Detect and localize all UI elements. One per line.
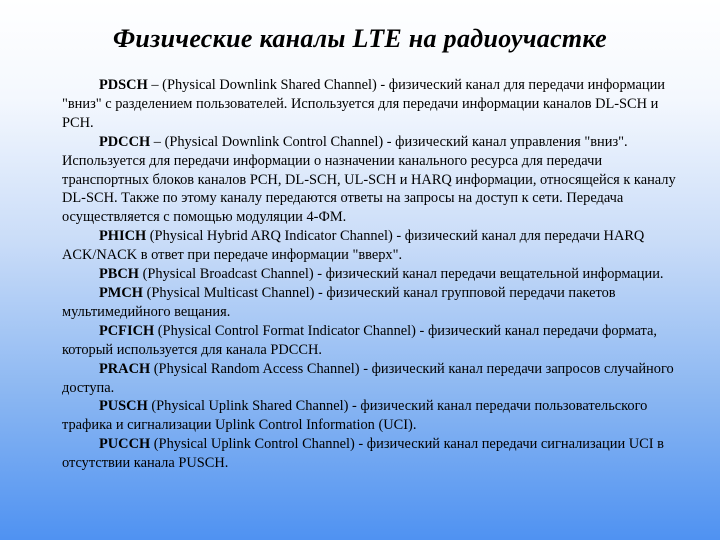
term-pdcch: PDCCH — [99, 133, 151, 150]
description-pdsch: – (Physical Downlink Shared Channel) - физический канал для передачи информации "вниз" с разделением пользователей. Используется для передачи информации каналов DL-SCH и PCH. — [62, 77, 665, 131]
description-pdcch: – (Physical Downlink Control Channel) - физический канал управления "вниз". Используется для передачи информации о назначении канального ресурса для передачи транспортных блоков каналов PCH, DL-SCH, UL-SCH и HARQ информации, относящейся к каналу DL-SCH. Также по этому каналу передаются ответы на запросы на доступ к сети. Передача осуществляется с помощью модуляции 4-ФМ. — [62, 133, 676, 226]
description-pbch: (Physical Broadcast Channel) - физический канал передачи вещательной информации. — [138, 266, 664, 283]
paragraph-pusch — [62, 397, 676, 435]
term-prach: PRACH — [99, 360, 151, 377]
description-pusch: (Physical Uplink Shared Channel) - физический канал передачи пользовательского трафика и сигнализации Uplink Control Information (UCI). — [62, 398, 648, 434]
term-pusch: PUSCH — [99, 398, 148, 415]
term-phich: PHICH — [99, 228, 147, 245]
slide-body — [62, 76, 676, 473]
paragraph-pdcch — [62, 133, 676, 228]
slide-title: Физические каналы LTE на радиоучастке — [113, 24, 607, 53]
paragraph-pmch — [62, 284, 676, 322]
paragraph-pdsch — [62, 76, 676, 133]
description-pmch: (Physical Multicast Channel) - физический канал групповой передачи пакетов мультимедийного вещания. — [62, 284, 616, 320]
paragraph-pcfich — [62, 322, 676, 360]
paragraph-phich — [62, 227, 676, 265]
description-phich: (Physical Hybrid ARQ Indicator Channel) - физический канал для передачи HARQ ACK/NACK в ответ при передаче информации "вверх". — [62, 228, 645, 264]
paragraph-pucch — [62, 435, 676, 473]
description-pucch: (Physical Uplink Control Channel) - физический канал передачи сигнализации UCI в отсутствии канала PUSCH. — [62, 436, 664, 472]
term-pdsch: PDSCH — [99, 77, 148, 93]
term-pucch: PUCCH — [99, 436, 151, 453]
paragraph-pbch — [62, 265, 676, 284]
term-pmch: PMCH — [99, 284, 143, 301]
paragraph-prach — [62, 360, 676, 398]
description-pcfich: (Physical Control Format Indicator Channel) - физический канал передачи формата, который используется для канала PDCCH. — [62, 322, 657, 358]
term-pcfich: PCFICH — [99, 322, 155, 339]
description-prach: (Physical Random Access Channel) - физический канал передачи запросов случайного доступа. — [62, 360, 674, 396]
term-pbch: PBCH — [99, 266, 139, 283]
